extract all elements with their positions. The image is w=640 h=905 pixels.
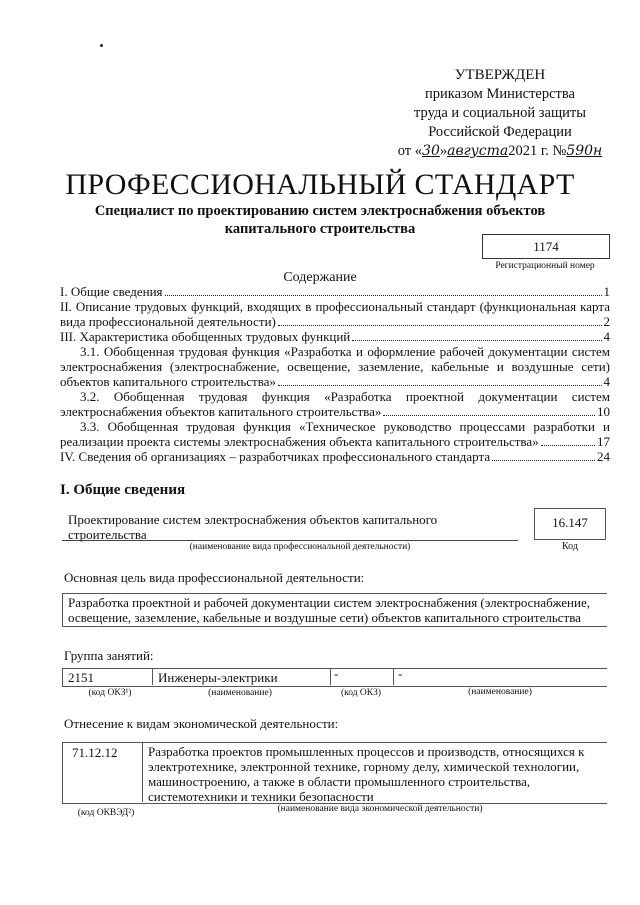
toc-item-3-1-line-1[interactable]: 3.1. Обобщенная трудовая функция «Разработка и оформление рабочей документации систем bbox=[80, 344, 610, 359]
okved-divider bbox=[142, 742, 143, 802]
activity-caption: (наименование вида профессиональной деятельности) bbox=[189, 542, 411, 552]
okz-name-2: - bbox=[398, 666, 403, 681]
toc-item-1[interactable]: I. Общие сведения 1 bbox=[60, 284, 610, 299]
toc-item-3-2-line-1[interactable]: 3.2. Обобщенная трудовая функция «Разработка проектной документации систем bbox=[80, 389, 610, 404]
activity-underline bbox=[62, 540, 518, 541]
okz-code-2: - bbox=[334, 666, 339, 681]
toc-item-3-1[interactable]: объектов капитального строительства» 4 bbox=[60, 374, 610, 389]
date-prefix: от « bbox=[397, 143, 423, 159]
activity-code-caption: Код bbox=[562, 541, 578, 552]
date-year: 2021 г. № bbox=[508, 143, 567, 159]
order-number: 590н bbox=[566, 143, 603, 159]
toc-item-3-1-line-2[interactable]: электроснабжения (электроснабжение, освещение, заземление, кабельные и воздушные сети) bbox=[60, 359, 610, 374]
okz-code-caption: (код ОКЗ¹) bbox=[88, 688, 132, 698]
okz-name-caption-2: (наименование) bbox=[468, 687, 532, 697]
group-label: Группа занятий: bbox=[64, 648, 154, 663]
toc-item-3-3-line-1[interactable]: 3.3. Обобщенная трудовая функция «Техническое руководство процессами разработки и bbox=[80, 419, 610, 434]
registration-number: 1174 bbox=[533, 239, 559, 254]
approval-line-2: приказом Министерства bbox=[425, 86, 575, 102]
okz-divider-1 bbox=[152, 668, 153, 685]
registration-box-underline bbox=[482, 258, 610, 259]
okved-name-caption: (наименование вида экономической деятельности) bbox=[277, 804, 483, 814]
approval-date-line bbox=[380, 142, 620, 161]
toc-item-2-line-1[interactable]: II. Описание трудовых функций, входящих в профессиональный стандарт (функциональная карта bbox=[60, 299, 610, 314]
date-month: августа bbox=[447, 143, 509, 159]
toc-item-3[interactable]: III. Характеристика обобщенных трудовых функций 4 bbox=[60, 329, 610, 344]
okz-name-caption: (наименование) bbox=[208, 688, 272, 698]
okved-code: 71.12.12 bbox=[72, 745, 118, 760]
goal-label: Основная цель вида профессиональной деятельности: bbox=[64, 570, 365, 585]
approval-line-4: Российской Федерации bbox=[428, 124, 572, 140]
scan-dot bbox=[100, 44, 103, 47]
toc-item-4[interactable]: IV. Сведения об организациях – разработчиках профессионального стандарта 24 bbox=[60, 449, 610, 464]
goal-text: Разработка проектной и рабочей документации систем электроснабжения (электроснабжение, освещение, заземление, кабельные и воздушные сети) объектов капитального строительства bbox=[68, 595, 590, 625]
registration-number-box bbox=[482, 234, 610, 259]
okved-code-caption: (код ОКВЭД²) bbox=[77, 808, 135, 818]
activity-code: 16.147 bbox=[552, 515, 588, 530]
approval-line-3: труда и социальной защиты bbox=[414, 105, 586, 121]
toc-item-2[interactable]: вида профессиональной деятельности) 2 bbox=[60, 314, 610, 329]
page-subtitle: Специалист по проектированию систем электроснабжения объектов капитального строительства bbox=[94, 203, 546, 237]
toc-item-3-3[interactable]: реализации проекта системы электроснабжения объекта капитального строительства» 17 bbox=[60, 434, 610, 449]
section-1-heading: I. Общие сведения bbox=[60, 482, 186, 498]
activity-name: Проектирование систем электроснабжения объектов капитального строительства bbox=[68, 512, 438, 542]
okz-name: Инженеры-электрики bbox=[158, 670, 278, 685]
okz-code: 2151 bbox=[68, 670, 94, 685]
okz-divider-3 bbox=[393, 668, 394, 685]
date-day: 30 bbox=[422, 143, 440, 159]
toc-heading: Содержание bbox=[283, 270, 357, 285]
toc-item-3-2[interactable]: электроснабжения объектов капитального строительства» 10 bbox=[60, 404, 610, 419]
date-sep: » bbox=[439, 143, 448, 159]
okz-divider-2 bbox=[330, 668, 331, 685]
okved-text: Разработка проектов промышленных процессов и производств, относящихся к электротехнике, электронной технике, горному делу, химической технологии, машиностроению, а также в области промышленного строительства, системотехники и техники безопасности bbox=[148, 744, 585, 804]
table-of-contents bbox=[60, 284, 610, 464]
approval-block bbox=[380, 66, 620, 161]
registration-label: Регистрационный номер bbox=[495, 261, 595, 271]
approval-line-1: УТВЕРЖДЕН bbox=[454, 67, 546, 83]
okz-code-caption-2: (код ОКЗ) bbox=[340, 688, 382, 698]
okved-label: Отнесение к видам экономической деятельности: bbox=[64, 716, 339, 731]
page-title: ПРОФЕССИОНАЛЬНЫЙ СТАНДАРТ bbox=[65, 168, 575, 201]
